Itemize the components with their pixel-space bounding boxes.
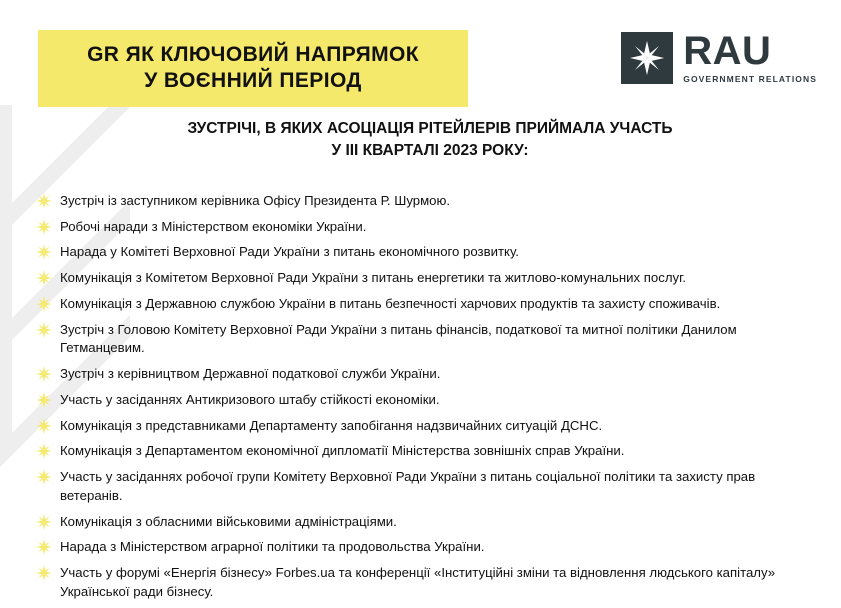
- list-item: [36, 513, 818, 532]
- list-item: [36, 295, 818, 314]
- list-item-text: Робочі наради з Міністерством економіки України.: [60, 218, 367, 234]
- list-item-text: Комунікація з Комітетом Верховної Ради України з питань енергетики та житлово-комунальних послуг.: [60, 270, 686, 286]
- subtitle: [70, 118, 790, 163]
- list-item-text: Комунікація з Державною службою України в питань безпечності харчових продуктів та захисту споживачів.: [60, 295, 721, 311]
- rau-logo: [621, 29, 817, 84]
- sparkle-bullet-icon: [36, 244, 52, 260]
- sparkle-bullet-icon: [36, 366, 52, 382]
- list-item: [36, 218, 818, 237]
- sparkle-bullet-icon: [36, 514, 52, 530]
- sparkle-bullet-icon: [36, 418, 52, 434]
- list-item: [36, 321, 818, 358]
- sparkle-bullet-icon: [36, 392, 52, 408]
- list-item: [36, 417, 818, 436]
- list-item: [36, 391, 818, 410]
- list-item: [36, 243, 818, 262]
- title-banner: [38, 30, 468, 107]
- list-item: [36, 442, 818, 461]
- sparkle-bullet-icon: [36, 193, 52, 209]
- sparkle-bullet-icon: [36, 469, 52, 485]
- logo-text-block: [683, 29, 817, 84]
- list-item-text: Нарада з Міністерством аграрної політики та продовольства України.: [60, 539, 485, 555]
- sparkle-bullet-icon: [36, 219, 52, 235]
- list-item-text: Комунікація з представниками Департаменту запобігання надзвичайних ситуацій ДСНС.: [60, 417, 603, 433]
- logo-subtitle: GOVERNMENT RELATIONS: [683, 74, 817, 84]
- logo-name: RAU: [683, 29, 772, 73]
- list-item-text: Зустріч із заступником керівника Офісу Президента Р. Шурмою.: [60, 193, 451, 208]
- sparkle-bullet-icon: [36, 296, 52, 312]
- list-item-text: Участь у засіданнях Антикризового штабу стійкості економіки.: [60, 391, 440, 407]
- sparkle-bullet-icon: [36, 270, 52, 286]
- star-icon: [621, 32, 673, 84]
- list-item: [36, 269, 818, 288]
- title-line-2: У ВОЄННИЙ ПЕРІОД: [144, 68, 362, 92]
- subtitle-line-1: ЗУСТРІЧІ, В ЯКИХ АСОЦІАЦІЯ РІТЕЙЛЕРІВ ПРИЙМАЛА УЧАСТЬ: [187, 120, 673, 137]
- list-item-text: Зустріч з Головою Комітету Верховної Ради України з питань фінансів, податкової та митної політики Данилом Гетманцевим.: [60, 321, 737, 356]
- sparkle-bullet-icon: [36, 539, 52, 555]
- title-line-1: GR ЯК КЛЮЧОВИЙ НАПРЯМОК: [87, 43, 419, 66]
- sparkle-bullet-icon: [36, 322, 52, 338]
- meetings-list: [36, 192, 818, 608]
- sparkle-bullet-icon: [36, 565, 52, 581]
- list-item: [36, 538, 818, 557]
- list-item-text: Комунікація з Департаментом економічної дипломатії Міністерства зовнішніх справ України.: [60, 443, 625, 459]
- list-item: [36, 564, 818, 601]
- list-item: [36, 365, 818, 384]
- list-item-text: Участь у форумі «Енергія бізнесу» Forbes.ua та конференції «Інституційні зміни та відновлення людського капіталу» Української ради бізнесу.: [60, 565, 776, 599]
- sparkle-bullet-icon: [36, 443, 52, 459]
- list-item-text: Зустріч з керівництвом Державної податкової служби України.: [60, 366, 441, 382]
- list-item-text: Комунікація з обласними військовими адміністраціями.: [60, 513, 397, 529]
- list-item: [36, 468, 818, 505]
- list-item-text: Участь у засіданнях робочої групи Комітету Верховної Ради України з питань соціальної політики та захисту прав ветеранів.: [60, 469, 756, 503]
- list-item-text: Нарада у Комітеті Верховної Ради України з питань економічного розвитку.: [60, 244, 519, 260]
- subtitle-line-2: У ІІІ КВАРТАЛІ 2023 РОКУ:: [331, 142, 529, 160]
- list-item: [36, 192, 818, 211]
